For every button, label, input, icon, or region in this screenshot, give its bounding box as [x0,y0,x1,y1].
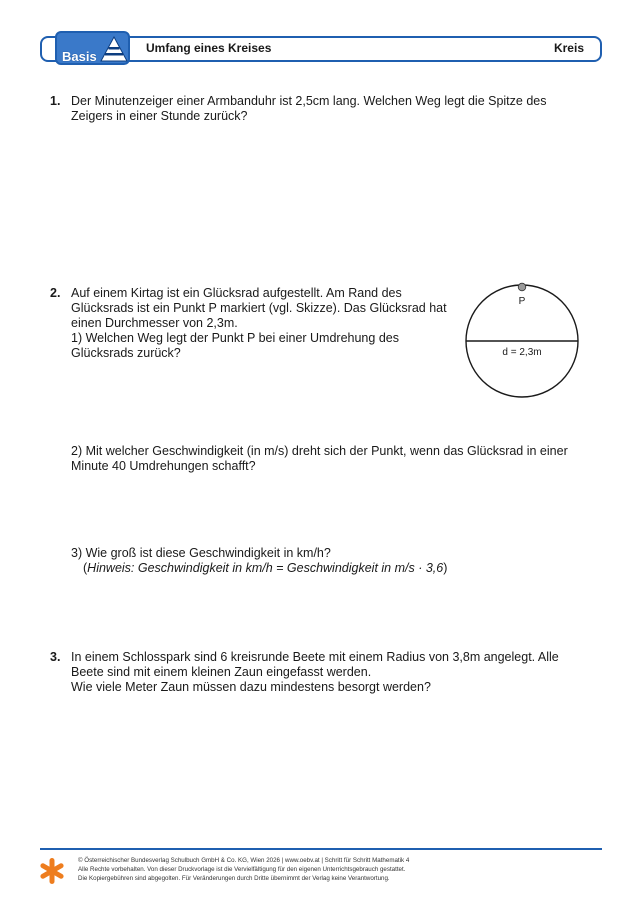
footer-line: © Österreichischer Bundesverlag Schulbuch GmbH & Co. KG, Wien 2026 | www.oebv.at | Schritt für Schritt Mathematik 4 [78,857,410,864]
wheel-sketch [460,282,585,400]
question-line: Glücksrads ist ein Punkt P markiert (vgl. Skizze). Das Glücksrad hat [71,301,447,315]
question-number: 1. [50,94,61,108]
question-line: 1) Welchen Weg legt der Punkt P bei einer Umdrehung des [71,331,399,345]
point-p-label: P [518,296,526,307]
question-line: Beete sind mit einem kleinen Zaun eingefasst werden. [71,665,372,679]
question-number: 3. [50,650,61,664]
question-2-part-2 [71,444,596,474]
footer-line: Die Kopiergebühren sind abgegolten. Für Veränderungen durch Dritte übernimmt der Verlag keine Verantwortung. [78,875,390,882]
question-line: Minute 40 Umdrehungen schafft? [71,459,256,473]
triangle-level-icon [99,35,129,63]
footer-copyright [78,856,598,883]
point-p-marker [518,283,526,291]
question-line: Glücksrads zurück? [71,346,181,360]
diameter-label: d = 2,3m [502,347,542,358]
question-line: Der Minutenzeiger einer Armbanduhr ist 2,5cm lang. Welchen Weg legt die Spitze des [71,94,547,108]
hint-paren: ( [83,561,88,575]
question-text [71,650,596,695]
level-badge-label: Basis [62,49,97,64]
hint-text: Hinweis: Geschwindigkeit in km/h = Geschwindigkeit in m/s · 3,6 [87,561,444,575]
publisher-logo-icon [38,857,66,885]
hint-paren: ) [443,561,448,575]
question-text [71,94,596,124]
page-title: Umfang eines Kreises [146,41,272,55]
question-line: 3) Wie groß ist diese Geschwindigkeit in km/h? [71,546,331,560]
question-line: Zeigers in einer Stunde zurück? [71,109,248,123]
question-line: einen Durchmesser von 2,3m. [71,316,238,330]
question-text [71,286,461,361]
footer-line: Alle Rechte vorbehalten. Von dieser Druckvorlage ist die Vervielfältigung für den eigenen Unterrichtsgebrauch gestattet. [78,866,406,873]
question-number: 2. [50,286,61,300]
level-badge [55,31,130,65]
topic-label: Kreis [553,41,584,55]
question-line: In einem Schlosspark sind 6 kreisrunde Beete mit einem Radius von 3,8m angelegt. Alle [71,650,559,664]
question-line: 2) Mit welcher Geschwindigkeit (in m/s) dreht sich der Punkt, wenn das Glücksrad in einer [71,444,568,458]
question-2-part-3 [71,546,596,576]
question-line: Wie viele Meter Zaun müssen dazu mindestens besorgt werden? [71,680,431,694]
footer-divider [40,848,602,850]
question-line: Auf einem Kirtag ist ein Glücksrad aufgestellt. Am Rand des [71,286,402,300]
hint-line [71,561,596,576]
